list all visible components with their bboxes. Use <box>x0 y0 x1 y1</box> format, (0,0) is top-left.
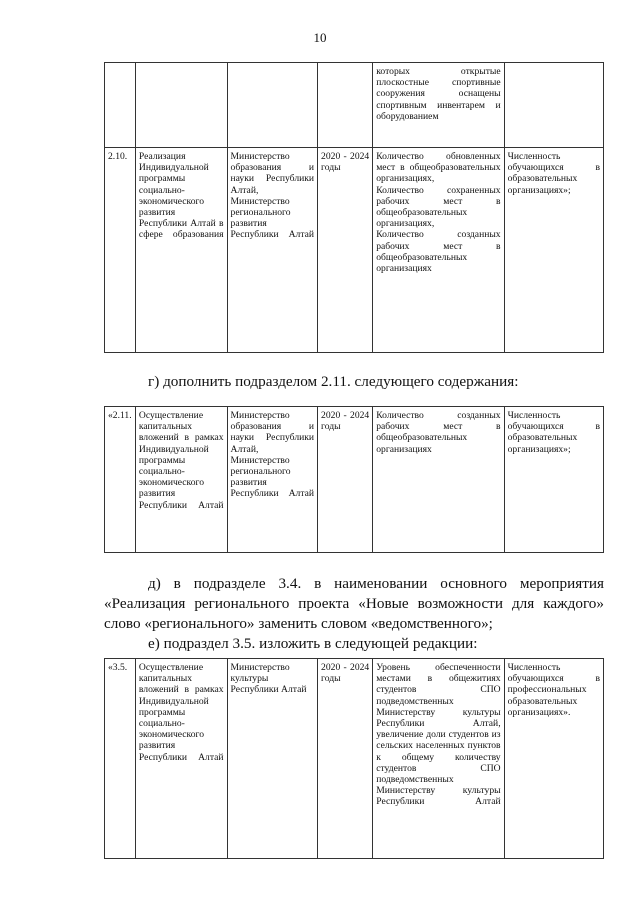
cell-years: 2020 - 2024 годы <box>318 148 373 353</box>
cell-indicators <box>373 659 504 859</box>
cell-executor: Министерство образования и науки Республики Алтай, Министерство регионального развития Республики Алтай <box>227 148 318 353</box>
cell-num: 2.10. <box>105 148 136 353</box>
cell-num <box>105 63 136 148</box>
cell-result <box>504 63 603 148</box>
paragraph-e: е) подраздел 3.5. изложить в следующей редакции: <box>148 635 478 652</box>
cell-executor: Министерство образования и науки Республики Алтай, Министерство регионального развития Республики Алтай <box>227 407 318 553</box>
indicator-line: увеличение доли студентов из сельских населенных пунктов к общему количеству студентов СПО подведомственных Министерству культуры Республики Алтай <box>376 729 501 808</box>
indicator-line: Количество сохраненных рабочих мест в общеобразовательных организациях, <box>376 184 501 230</box>
cell-indicators <box>373 148 504 353</box>
table-row <box>105 148 604 353</box>
cell-indicator: которых открытые плоскостные спортивные сооружения оснащены спортивным инвентарем и оборудованием <box>373 63 504 148</box>
cell-executor: Министерство культуры Республики Алтай <box>227 659 318 859</box>
cell-num: «3.5. <box>105 659 136 859</box>
table-2-11 <box>104 406 604 553</box>
cell-executor <box>227 63 318 148</box>
cell-name: Реализация Индивидуальной программы социально-экономического развития Республики Алтай в сфере образования <box>135 148 227 353</box>
cell-name <box>135 63 227 148</box>
cell-years <box>318 63 373 148</box>
cell-name: Осуществление капитальных вложений в рамках Индивидуальной программы социально-экономического развития Республики Алтай <box>135 407 227 553</box>
paragraph-g: г) дополнить подразделом 2.11. следующего содержания: <box>148 373 519 390</box>
indicator-line: Количество обновленных мест в общеобразовательных организациях, <box>376 151 501 185</box>
table-continued-2-10 <box>104 62 604 353</box>
cell-num: «2.11. <box>105 407 136 553</box>
cell-result: Численность обучающихся в образовательных организациях»; <box>504 407 603 553</box>
cell-years: 2020 - 2024 годы <box>318 407 373 553</box>
table-row <box>105 407 604 553</box>
table-row <box>105 63 604 148</box>
cell-years: 2020 - 2024 годы <box>318 659 373 859</box>
cell-indicator: Количество созданных рабочих мест в общеобразовательных организациях <box>373 407 504 553</box>
table-row <box>105 659 604 859</box>
cell-result: Численность обучающихся в профессиональных образовательных организациях». <box>504 659 603 859</box>
indicator-line: Уровень обеспеченности местами в общежитиях студентов СПО подведомственных Министерству культуры Республики Алтай, <box>376 662 501 730</box>
indicator-line: Количество созданных рабочих мест в общеобразовательных организациях <box>376 229 501 275</box>
page-number: 10 <box>313 30 327 45</box>
table-3-5 <box>104 658 604 859</box>
cell-name: Осуществление капитальных вложений в рамках Индивидуальной программы социально-экономического развития Республики Алтай <box>135 659 227 859</box>
paragraph-d: д) в подразделе 3.4. в наименовании основного мероприятия «Реализация регионального проекта «Новые возможности для каждого» слово «регионального» заменить словом «ведомственного»; <box>104 575 604 632</box>
cell-result: Численность обучающихся в образовательных организациях»; <box>504 148 603 353</box>
